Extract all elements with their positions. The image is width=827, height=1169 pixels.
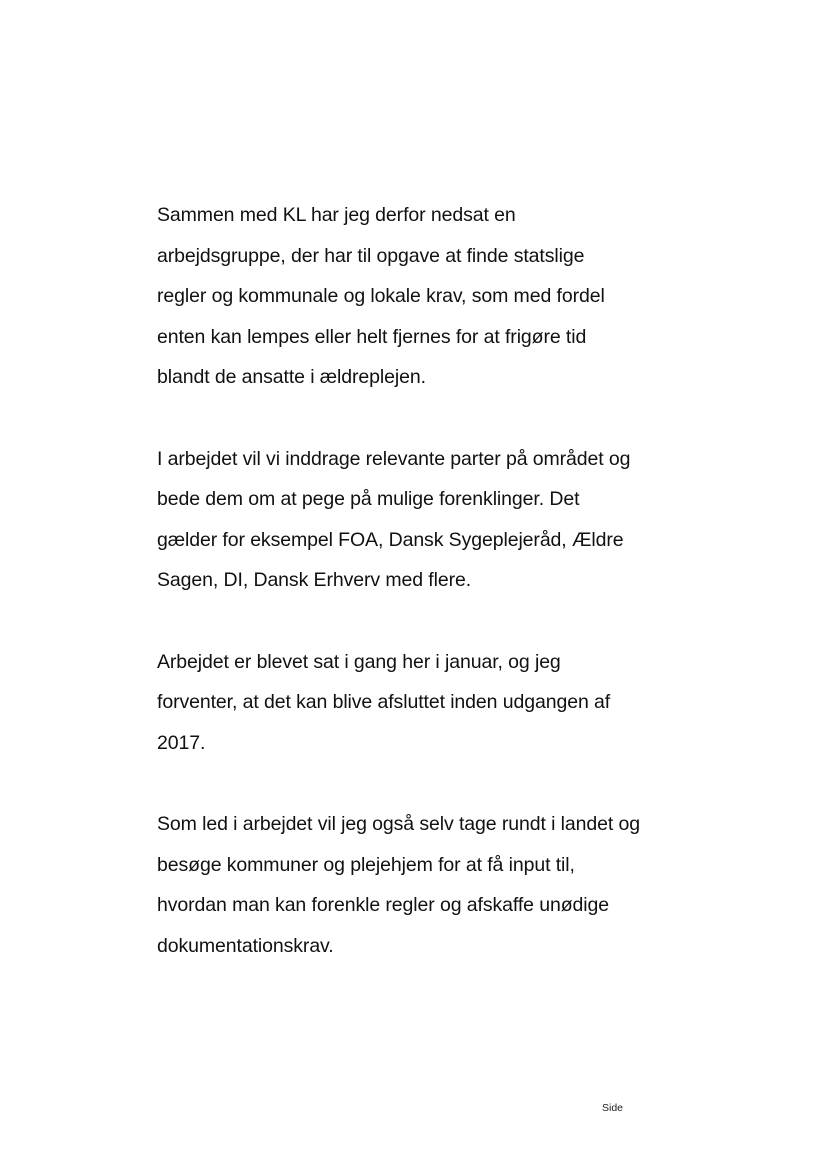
paragraph-2 — [157, 439, 697, 601]
text-line: regler og kommunale og lokale krav, som med fordel — [157, 285, 605, 307]
text-line: Som led i arbejdet vil jeg også selv tage rundt i landet og — [157, 813, 640, 835]
text-line: enten kan lempes eller helt fjernes for at frigøre tid — [157, 325, 587, 348]
text-line: blandt de ansatte i ældreplejen. — [157, 366, 426, 388]
text-line: forventer, at det kan blive afsluttet inden udgangen af — [157, 691, 611, 713]
text-line: besøge kommuner og plejehjem for at få input til, — [157, 853, 575, 876]
text-line: I arbejdet vil vi inddrage relevante parter på området og — [157, 447, 631, 470]
text-line: Arbejdet er blevet sat i gang her i januar, og jeg — [157, 650, 561, 673]
text-line: 2017. — [157, 731, 206, 754]
paragraph-4 — [157, 804, 697, 966]
text-line: arbejdsgruppe, der har til opgave at finde statslige — [157, 244, 585, 267]
paragraph-3 — [157, 642, 697, 764]
text-line: Sammen med KL har jeg derfor nedsat en — [157, 204, 516, 226]
text-line: bede dem om at pege på mulige forenklinger. Det — [157, 488, 580, 510]
page-footer — [602, 1101, 623, 1115]
paragraph-1 — [157, 195, 697, 398]
text-line: hvordan man kan forenkle regler og afskaffe unødige — [157, 894, 609, 916]
text-line: gælder for eksempel FOA, Dansk Sygeplejeråd, Ældre — [157, 528, 624, 551]
text-line: dokumentationskrav. — [157, 934, 334, 957]
text-line: Sagen, DI, Dansk Erhverv med flere. — [157, 569, 472, 591]
page-label: Side — [602, 1102, 624, 1114]
body-text — [157, 195, 697, 1007]
